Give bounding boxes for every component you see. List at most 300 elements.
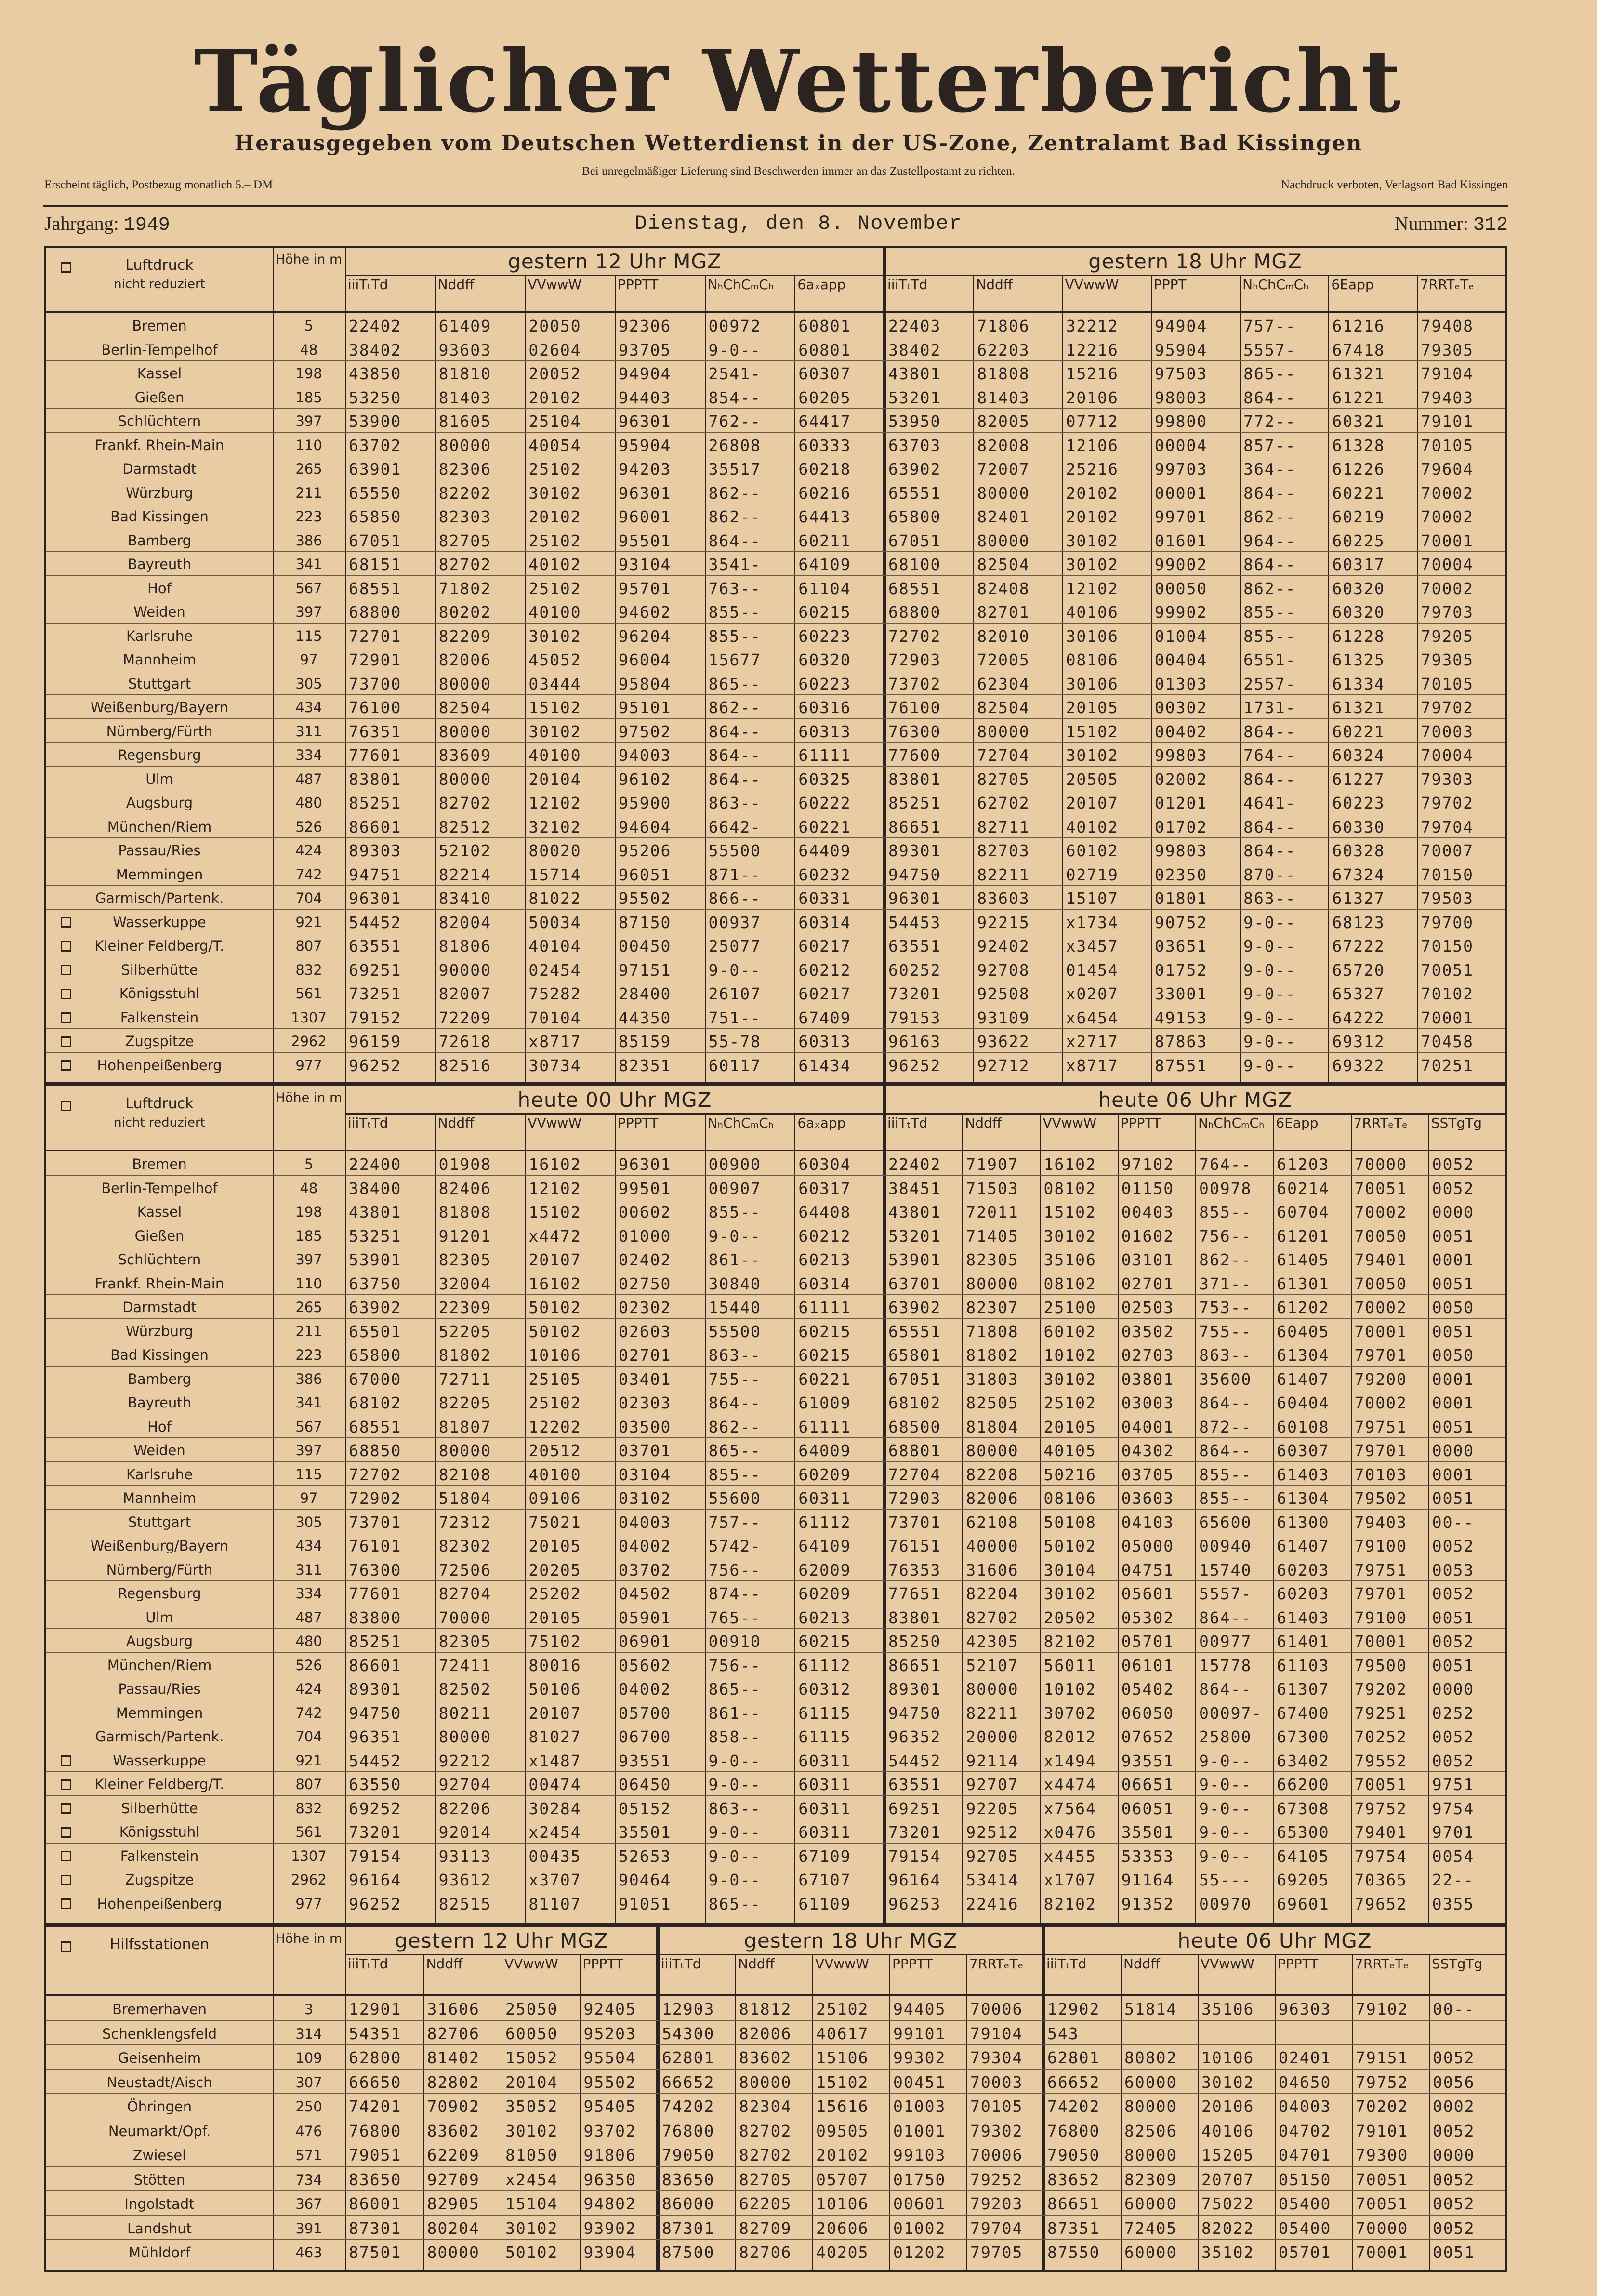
data-cell: 9-0-- [1199,1799,1252,1818]
data-cell: 94203 [619,460,672,478]
data-cell: 92704 [438,1775,491,1794]
column-header: iiiTₜTd [887,277,928,292]
column-header: 6aₓapp [797,1115,846,1131]
data-cell: 82005 [977,412,1030,431]
data-cell: 87501 [349,2243,402,2262]
data-cell: 0001 [1432,1250,1475,1269]
data-cell: 61115 [798,1703,851,1723]
issue-number-field [1395,212,1508,236]
data-cell: 60328 [1332,841,1385,860]
data-cell: 60102 [1043,1322,1096,1341]
data-cell: 86001 [349,2194,402,2213]
data-cell: x2717 [1066,1032,1119,1051]
station-name: Königsstuhl [119,985,200,1002]
column-header: VVwwW [504,1956,558,1972]
row-divider [46,1294,1505,1295]
station-name: Bamberg [128,532,191,549]
station-height: 314 [295,2025,322,2042]
data-cell: 04002 [619,1680,672,1699]
data-cell: 60304 [798,1155,851,1174]
data-cell: 61300 [1277,1513,1330,1532]
data-cell: 82802 [427,2072,480,2092]
column-header: Nddff [437,277,475,292]
station-name: Mannheim [122,651,197,668]
data-cell: 60209 [798,1465,851,1484]
data-cell: 0052 [1432,1727,1475,1746]
data-cell: 364-- [1243,460,1296,478]
station-height: 480 [295,795,322,811]
data-cell: 99902 [1154,603,1208,622]
data-cell: 71808 [966,1322,1019,1341]
station-name: Hohenpeißenberg [97,1895,222,1912]
data-cell: 62702 [977,794,1030,812]
data-cell: 68500 [888,1417,941,1436]
station-height: 397 [295,413,322,429]
data-cell: 9-0-- [1243,1008,1296,1027]
data-cell: 82401 [977,507,1030,526]
data-cell: 82703 [977,841,1030,860]
data-cell: 79200 [1354,1369,1407,1389]
data-cell: 95502 [583,2072,636,2092]
data-cell: 68800 [888,603,941,622]
data-cell: 94604 [619,817,672,836]
data-cell: 863-- [1199,1346,1252,1365]
data-cell: 73701 [888,1513,941,1532]
data-cell: 63702 [349,436,402,455]
data-cell: 79101 [1421,412,1474,431]
station-height: 311 [295,723,322,740]
data-cell: 73701 [349,1513,402,1532]
data-cell: 68800 [349,603,402,622]
column-header: iiiTₜTd [661,1956,701,1972]
data-cell: 96204 [619,626,672,646]
data-cell: 01601 [1154,531,1208,550]
data-cell: 40100 [528,746,581,765]
data-cell: 61112 [798,1656,851,1675]
data-cell: 76101 [349,1537,402,1555]
data-cell: 20105 [1066,698,1119,717]
data-cell: 67324 [1332,865,1385,884]
data-cell: 51804 [438,1489,491,1508]
data-cell: 95101 [619,698,672,717]
data-cell [1352,2022,1429,2046]
data-cell: 30102 [1043,1369,1096,1389]
station-height: 48 [300,341,318,358]
data-cell: 9-0-- [1199,1751,1252,1770]
data-cell: 60225 [1332,531,1385,550]
data-cell: 10106 [816,2194,869,2213]
subscription-note: Erscheint täglich, Postbezug monatlich 5.– DM [44,178,273,191]
data-cell: 55-78 [708,1032,761,1051]
data-cell: 0000 [1432,1203,1475,1221]
station-height: 305 [295,1513,322,1530]
data-cell: 38402 [888,340,941,359]
data-cell: 81812 [739,2000,792,2018]
data-cell: 862-- [708,698,761,717]
column-header: iiiTₜTd [887,1115,928,1131]
data-cell: 77651 [888,1584,941,1603]
data-cell: 03003 [1121,1394,1175,1412]
data-cell: 0000 [1432,1680,1475,1699]
column-header: NₕChCₘCₕ [1242,277,1309,292]
station-height: 311 [295,1561,322,1578]
data-cell: 50102 [528,1322,581,1341]
station-name: Schlüchtern [118,1251,201,1268]
data-cell: 50216 [1043,1465,1096,1484]
data-cell: 79502 [1354,1489,1407,1508]
station-name: Nürnberg/Fürth [106,723,213,740]
data-cell: 60311 [798,1751,851,1770]
data-cell: 72702 [888,626,941,646]
column-header: Nddff [976,277,1013,292]
data-cell: x4455 [1043,1846,1096,1866]
data-cell: 50106 [528,1680,581,1699]
data-cell: 76300 [349,1560,402,1579]
data-cell: 52107 [966,1656,1019,1675]
data-cell: 22402 [888,1155,941,1174]
data-cell: 79751 [1354,1560,1407,1579]
data-cell: 04002 [619,1537,672,1555]
data-cell: x8717 [528,1032,581,1051]
data-cell: 82702 [739,2121,792,2140]
data-cell: 79100 [1354,1608,1407,1627]
data-cell: 01702 [1154,817,1208,836]
data-cell: 81806 [438,937,491,956]
data-cell: 82309 [1124,2170,1177,2189]
data-cell: 25104 [528,412,581,431]
data-cell: 04001 [1121,1417,1175,1436]
data-cell: 09106 [528,1489,581,1508]
data-cell: 80000 [1124,2146,1177,2164]
data-cell: 81808 [438,1203,491,1221]
station-height: 476 [295,2123,322,2139]
data-cell: 99703 [1154,460,1208,478]
data-cell: 70051 [1354,1775,1407,1794]
data-cell: 70004 [1421,746,1474,765]
data-cell: 15677 [708,650,761,669]
data-cell: 61103 [1277,1656,1330,1675]
data-cell: 79102 [1356,2000,1409,2018]
data-cell: 65800 [349,1346,402,1365]
column-header: SSTgTg [1431,1115,1482,1131]
data-cell: 80000 [1124,2097,1177,2116]
data-cell: 5557- [1243,340,1296,359]
data-cell: 763-- [708,579,761,598]
data-cell: 62009 [798,1560,851,1579]
data-cell: 64105 [1277,1846,1330,1866]
data-cell: 70051 [1421,960,1474,980]
data-cell: 00404 [1154,650,1208,669]
station-name: Frankf. Rhein-Main [94,1275,224,1292]
data-cell: 67107 [798,1871,851,1889]
station-name: Memmingen [116,866,203,883]
data-cell: 61221 [1332,388,1385,407]
data-cell: 60316 [798,698,851,717]
data-cell: 82305 [438,1250,491,1269]
data-cell: 82506 [1124,2121,1177,2140]
data-cell: 71907 [966,1155,1019,1174]
data-cell: 02503 [1121,1298,1175,1317]
data-cell: 30102 [505,2218,558,2238]
data-cell: 92709 [427,2170,480,2189]
data-cell: 70002 [1354,1203,1407,1221]
data-cell: 79652 [1354,1894,1407,1913]
data-cell: 03444 [528,674,581,693]
data-cell: 72411 [438,1656,491,1675]
group-title: gestern 12 Uhr MGZ [395,1929,608,1952]
column-header: VVwwW [1065,277,1119,292]
station-name: Hof [147,580,172,597]
station-height: 48 [300,1180,318,1196]
data-cell: 60801 [798,340,851,359]
data-cell: 79754 [1354,1846,1407,1866]
data-cell: 43801 [888,364,941,383]
data-cell: x2454 [528,1823,581,1842]
data-cell: 81807 [438,1417,491,1436]
data-cell: 861-- [708,1250,761,1269]
group-title: heute 06 Uhr MGZ [1177,1929,1372,1952]
data-cell: 63703 [888,436,941,455]
data-cell: 62800 [349,2048,402,2067]
data-cell: 79752 [1356,2072,1409,2092]
data-cell: 69322 [1332,1056,1385,1075]
data-cell: 40617 [816,2024,869,2043]
issue-number-value: 312 [1473,214,1508,236]
data-cell: 756-- [708,1560,761,1579]
row-divider [46,885,1505,886]
data-cell: 72701 [349,626,402,646]
data-cell: 15104 [505,2194,558,2213]
data-cell: 55600 [708,1489,761,1508]
data-cell: 06651 [1121,1775,1175,1794]
data-cell: 61216 [1332,317,1385,335]
data-cell: 2541- [708,364,761,383]
data-cell: 63551 [888,1775,941,1794]
data-cell: 73251 [349,984,402,1003]
data-cell: 96163 [888,1032,941,1051]
data-cell: 872-- [1199,1417,1252,1436]
data-cell: 6642- [708,817,761,836]
data-cell: 82702 [438,555,491,574]
data-cell: 68551 [349,579,402,598]
data-cell: 79701 [1354,1441,1407,1460]
data-cell: 15740 [1199,1560,1252,1579]
data-cell: 870-- [1243,865,1296,884]
data-cell: 54452 [349,1751,402,1770]
data-cell: 15205 [1201,2146,1254,2164]
data-cell: 60311 [798,1489,851,1508]
data-cell: 12902 [1047,2000,1100,2018]
data-cell: 72903 [888,650,941,669]
data-cell: 45052 [528,650,581,669]
station-name: Königsstuhl [119,1824,200,1840]
data-cell: 05707 [816,2170,869,2189]
data-cell: 81810 [438,364,491,383]
data-cell: 32102 [528,817,581,836]
data-cell: 60405 [1277,1322,1330,1341]
data-cell: 82208 [966,1465,1019,1484]
data-cell: 15102 [1066,722,1119,741]
year-label: Jahrgang: [44,212,119,234]
station-height: 704 [295,1728,322,1745]
station-height: 307 [295,2074,322,2091]
data-cell: 0052 [1432,1751,1475,1770]
data-cell: 60317 [798,1179,851,1198]
data-cell: 76351 [349,722,402,741]
station-name: Zugspitze [125,1871,194,1888]
data-cell: x2454 [505,2170,558,2189]
data-cell: 60404 [1277,1394,1330,1412]
data-cell: 60212 [798,960,851,980]
data-cell: 0051 [1432,1608,1475,1627]
data-cell: 858-- [708,1727,761,1746]
station-name: Memmingen [116,1704,203,1721]
data-cell: 70902 [427,2097,480,2116]
data-cell: 05901 [619,1608,672,1627]
data-cell: 85251 [349,794,402,812]
data-cell: 00050 [1154,579,1208,598]
row-divider [46,1052,1505,1053]
data-cell: 69205 [1277,1871,1330,1889]
data-cell: 92306 [619,317,672,335]
column-header: Nddff [426,1956,463,1972]
station-height: 110 [295,1275,322,1292]
data-cell: 02750 [619,1274,672,1293]
station-name: Augsburg [126,795,193,811]
data-cell: 86000 [662,2194,715,2213]
data-cell: 764-- [1243,746,1296,765]
data-cell: 81804 [966,1417,1019,1436]
data-cell: 92707 [966,1775,1019,1794]
station-height: 832 [295,961,322,978]
station-height: 397 [295,604,322,620]
data-cell: 60209 [798,1584,851,1603]
data-cell: x1734 [1066,913,1119,932]
data-cell: 61403 [1277,1608,1330,1627]
data-cell: 82704 [438,1584,491,1603]
data-cell: 99302 [893,2048,946,2067]
data-cell: 31606 [427,2000,480,2018]
data-cell: 855-- [1199,1489,1252,1508]
data-cell: 93904 [583,2243,636,2262]
data-cell: 96301 [349,889,402,908]
data-cell: 06450 [619,1775,672,1794]
data-cell: 20105 [1043,1417,1096,1436]
data-cell: 99002 [1154,555,1208,574]
data-cell: 03701 [619,1441,672,1460]
data-cell: 98003 [1154,388,1208,407]
data-cell: 762-- [708,412,761,431]
data-cell: 03603 [1121,1489,1175,1508]
station-height: 807 [295,1776,322,1792]
data-cell: 35600 [1199,1369,1252,1389]
data-cell: 99800 [1154,412,1208,431]
data-cell: 30102 [1201,2072,1254,2092]
data-cell: 82204 [966,1584,1019,1603]
data-cell: 30734 [528,1056,581,1075]
station-name: Würzburg [126,484,193,501]
data-cell: 65551 [888,483,941,503]
data-cell: 9-0-- [1243,937,1296,956]
data-cell: 05701 [1279,2243,1332,2262]
data-cell: 60203 [1277,1584,1330,1603]
data-cell: 67051 [888,1369,941,1389]
data-cell: 82307 [966,1298,1019,1317]
data-cell: 00937 [708,913,761,932]
data-cell: 9-0-- [1199,1846,1252,1866]
data-cell: 70000 [438,1608,491,1627]
data-cell: 20102 [528,388,581,407]
column-label: Luftdruck [125,257,194,274]
checkbox-icon [61,941,71,952]
divider [345,1954,1505,1955]
data-cell: 53353 [1121,1846,1175,1866]
station-name: Stuttgart [128,675,191,692]
data-cell: 20707 [1201,2170,1254,2189]
data-cell: 866-- [708,889,761,908]
station-name: Weiden [133,1442,185,1459]
data-cell: 65801 [888,1346,941,1365]
data-cell: 22309 [438,1298,491,1317]
data-cell: 97502 [619,722,672,741]
row-divider [46,1028,1505,1029]
data-cell: 02719 [1066,865,1119,884]
station-name: Weißenburg/Bayern [90,699,229,716]
data-cell: x7564 [1043,1799,1096,1818]
data-cell: 60252 [888,960,941,980]
data-cell: 0054 [1432,1846,1475,1866]
data-cell: 61226 [1332,460,1385,478]
data-cell: 60317 [1332,555,1385,574]
station-name: München/Riem [107,818,212,835]
station-name: Geisenheim [118,2050,201,2066]
data-cell: 864-- [1199,1608,1252,1627]
data-cell: 74202 [1047,2097,1100,2116]
data-cell: 79704 [970,2218,1023,2238]
data-cell: 05601 [1121,1584,1175,1603]
data-cell: 863-- [708,1346,761,1365]
data-cell: 764-- [1199,1155,1252,1174]
data-cell: 71503 [966,1179,1019,1198]
data-cell: 81802 [438,1346,491,1365]
checkbox-icon [61,917,71,928]
data-cell: 70050 [1354,1226,1407,1246]
data-cell: 66200 [1277,1775,1330,1794]
data-cell: 82306 [438,460,491,478]
data-cell: 82211 [977,865,1030,884]
data-cell: 20105 [528,1537,581,1555]
data-cell: 94750 [888,1703,941,1723]
station-name: Neustadt/Aisch [106,2074,212,2091]
data-cell: 05000 [1121,1537,1175,1555]
data-cell: 76800 [662,2121,715,2140]
data-cell: 64408 [798,1203,851,1221]
station-height: 832 [295,1800,322,1817]
row-divider [46,1437,1505,1438]
data-cell: 79408 [1421,317,1474,335]
column-header: Nddff [738,1956,775,1972]
station-name: Bremerhaven [112,2001,207,2017]
data-cell: 30102 [1066,555,1119,574]
station-height: 434 [295,699,322,716]
data-cell: 95405 [583,2097,636,2116]
data-cell: 68551 [888,579,941,598]
station-name: Bremen [132,1156,187,1172]
data-cell: 79104 [970,2024,1023,2043]
data-cell: 60218 [798,460,851,478]
data-cell: 64009 [798,1441,851,1460]
data-cell: 964-- [1243,531,1296,550]
